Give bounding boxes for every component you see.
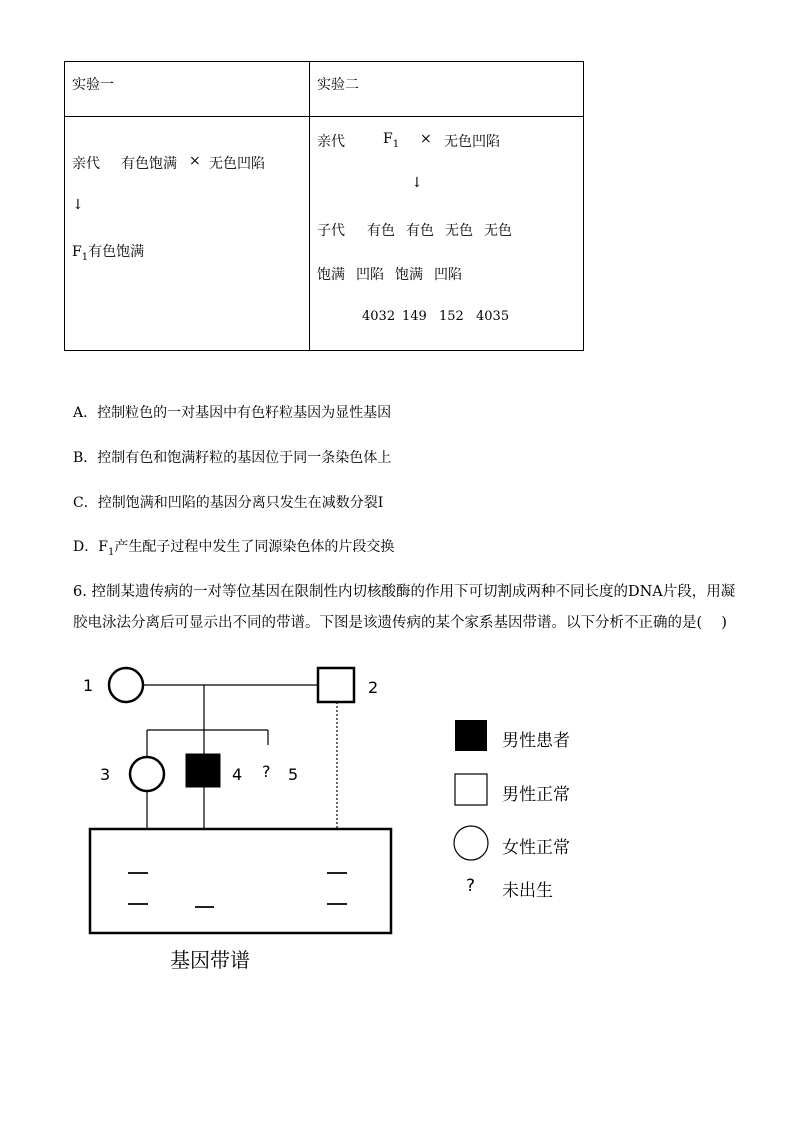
label-4: 4 [232,765,243,784]
exp2-color-4: 无色 [484,223,512,239]
option-b: B．控制有色和饱满籽粒的基因位于同一条染色体上 [73,450,392,466]
exp2-count-4: 4035 [476,309,510,324]
male-4-affected-symbol [186,754,220,787]
exp2-color-3: 无色 [445,223,473,239]
exp1-cell [65,117,310,351]
header-exp2 [310,62,584,117]
header-exp1-text: 实验一 [72,77,114,93]
legend-female-normal: 女性正常 [502,838,570,858]
exp2-count-2: 149 [402,309,427,324]
header-exp1 [65,62,310,117]
option-c: C．控制饱满和凹陷的基因分离只发生在减数分裂Ⅰ [73,495,384,511]
legend-female-normal-symbol [454,826,488,860]
exp2-arrow: ↓ [411,175,423,191]
exp2-parents-label: 亲代 [317,134,345,150]
exp1-parent-a: 有色饱满 [121,156,177,172]
label-2: 2 [368,678,379,697]
exp2-shape-3: 饱满 [395,267,423,283]
legend-unborn-symbol: ? [466,876,476,896]
female-3-symbol [130,757,164,791]
experiment-table [64,61,584,351]
question6-line1: 6. 控制某遗传病的一对等位基因在限制性内切核酸酶的作用下可切割成两种不同长度的DNA片段，用凝 [73,584,736,600]
gene-band-box [90,829,391,933]
exp2-shape-1: 饱满 [317,267,345,283]
exp2-shape-2: 凹陷 [356,267,384,283]
legend-male-normal: 男性正常 [502,785,570,805]
exp2-cell [310,117,584,351]
header-exp2-text: 实验二 [317,77,359,93]
exp1-f1: $F_1$有色饱满 [72,244,145,263]
label-1: 1 [83,676,94,695]
legend-male-normal-symbol [455,774,487,805]
exp1-cross: × [189,153,201,169]
exp2-offspring-label: 子代 [317,223,345,239]
exp1-parent-b: 无色凹陷 [209,156,265,172]
exp2-count-3: 152 [439,309,464,324]
exp2-shape-4: 凹陷 [434,267,462,283]
unborn-5-symbol: ? [262,762,271,781]
exp2-cross: × [420,131,432,147]
question6-line2: 胶电泳法分离后可显示出不同的带谱。下图是该遗传病的某个家系基因带谱。以下分析不正确的是( ) [73,615,727,631]
band-caption: 基因带谱 [170,948,250,972]
exp1-arrow: ↓ [72,197,84,213]
female-1-symbol [109,668,143,702]
label-5: 5 [288,765,299,784]
option-a: A．控制粒色的一对基因中有色籽粒基因为显性基因 [73,405,392,421]
option-d: D．$F_1$产生配子过程中发生了同源染色体的片段交换 [73,539,395,558]
exp2-color-2: 有色 [406,223,434,239]
exp2-parent-b: 无色凹陷 [444,134,500,150]
exp2-f1: $F_1$ [383,131,400,150]
legend-unborn: 未出生 [502,881,553,901]
exp1-parents-label: 亲代 [72,156,100,172]
exp2-count-1: 4032 [362,309,396,324]
label-3: 3 [100,765,111,784]
legend-male-patient-symbol [455,720,487,751]
male-2-symbol [318,668,354,702]
exp2-color-1: 有色 [367,223,395,239]
legend-male-patient: 男性患者 [502,731,570,751]
pedigree-diagram [0,640,794,980]
